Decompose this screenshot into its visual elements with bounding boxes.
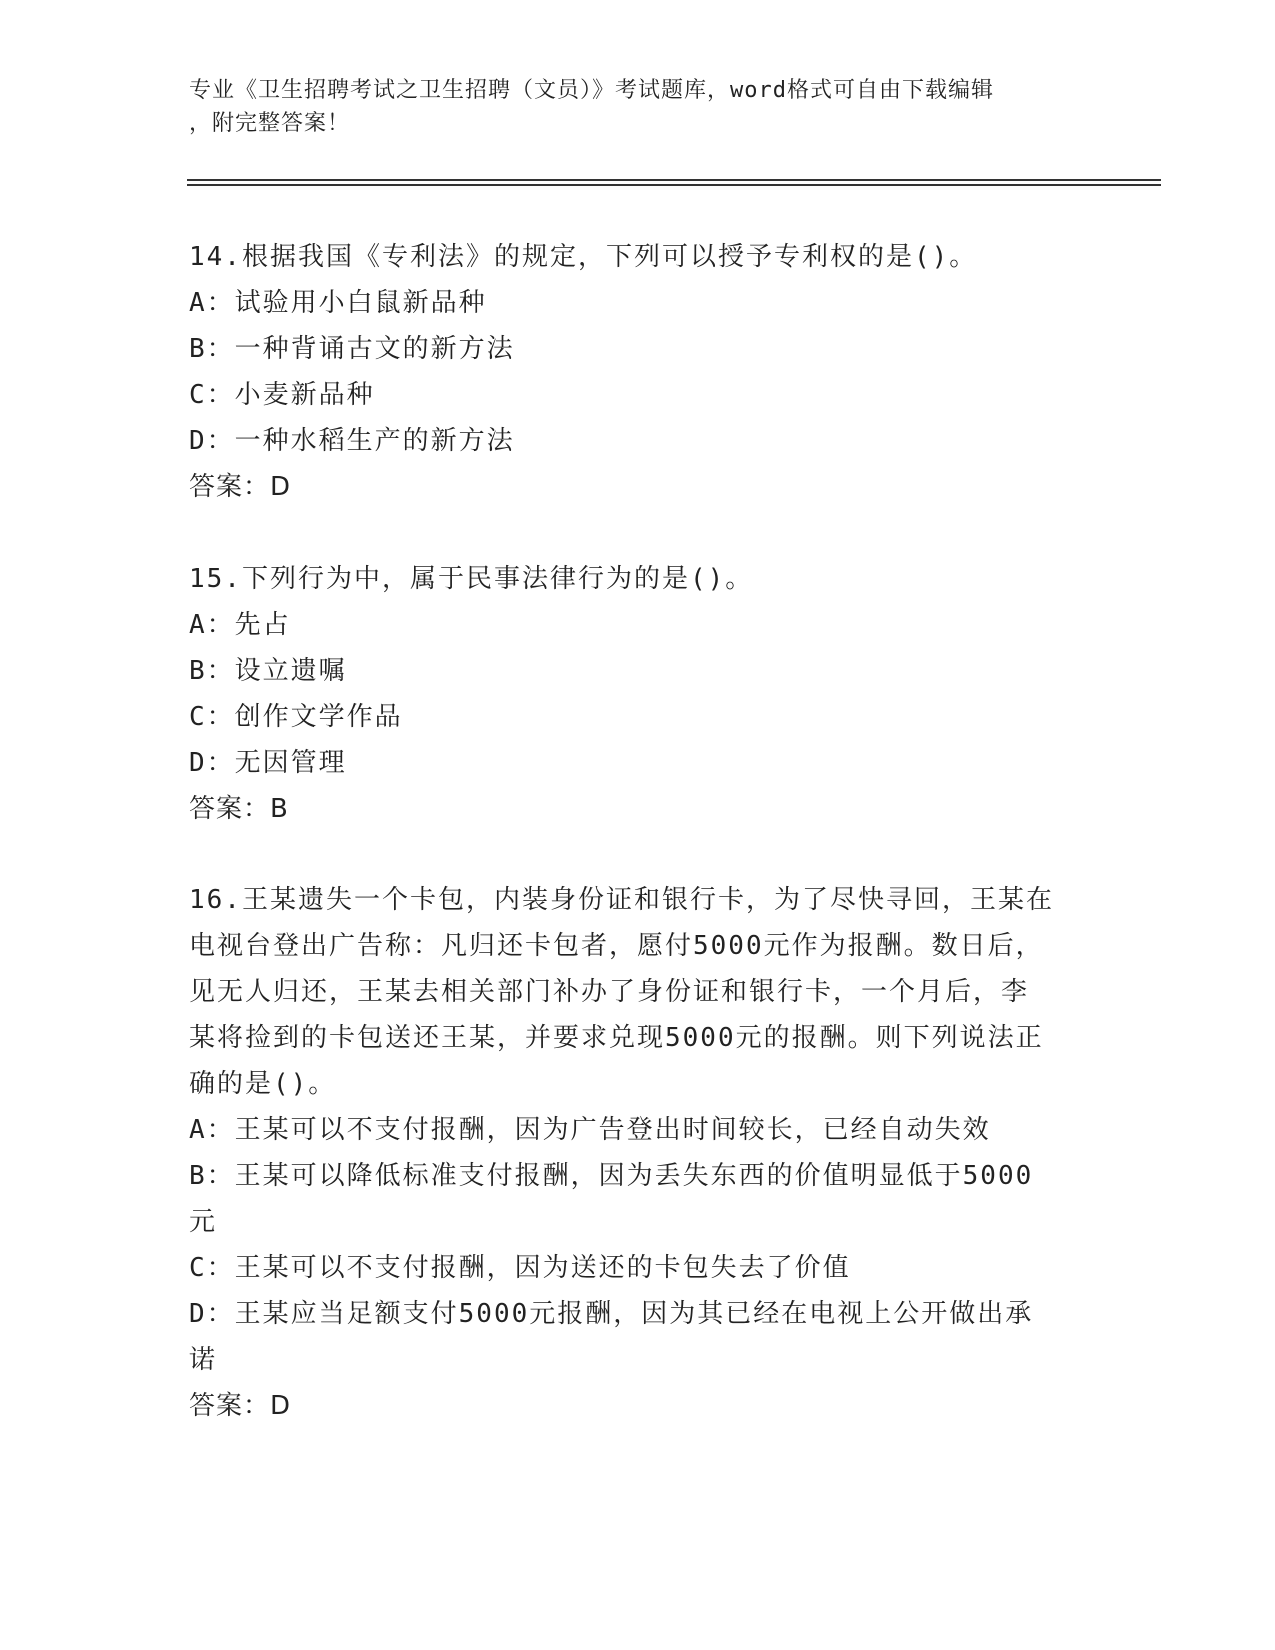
header-line-1: 专业《卫生招聘考试之卫生招聘（文员）》考试题库，word格式可自由下载编辑 [189, 78, 994, 103]
question-stem-line: 某将捡到的卡包送还王某，并要求兑现5000元的报酬。则下列说法正 [189, 1023, 1044, 1053]
option-c: C：王某可以不支付报酬，因为送还的卡包失去了价值 [189, 1253, 851, 1283]
option-d: D：一种水稻生产的新方法 [189, 426, 515, 456]
option-a: A：先占 [189, 610, 291, 640]
option-d: D：无因管理 [189, 748, 347, 778]
answer-line: 答案：B [189, 794, 289, 824]
question-14 [189, 234, 1089, 510]
option-b: B：设立遗嘱 [189, 656, 347, 686]
question-stem-line: 14.根据我国《专利法》的规定，下列可以授予专利权的是()。 [189, 242, 978, 272]
header-divider-bottom [187, 184, 1161, 186]
question-stem-line: 电视台登出广告称：凡归还卡包者，愿付5000元作为报酬。数日后， [189, 931, 1044, 961]
option-d: D：王某应当足额支付5000元报酬，因为其已经在电视上公开做出承 [189, 1299, 1034, 1329]
option-b-continued: 元 [189, 1207, 218, 1237]
option-d-continued: 诺 [189, 1345, 218, 1375]
question-stem-line: 确的是()。 [189, 1069, 337, 1099]
header-line-2: ，附完整答案！ [189, 111, 351, 136]
question-stem-line: 16.王某遗失一个卡包，内装身份证和银行卡，为了尽快寻回，王某在 [189, 885, 1054, 915]
header-divider-top [187, 179, 1161, 181]
option-c: C：创作文学作品 [189, 702, 403, 732]
option-a: A：试验用小白鼠新品种 [189, 288, 487, 318]
option-b: B：一种背诵古文的新方法 [189, 334, 515, 364]
option-a: A：王某可以不支付报酬，因为广告登出时间较长，已经自动失效 [189, 1115, 991, 1145]
question-stem-line: 15.下列行为中，属于民事法律行为的是()。 [189, 564, 754, 594]
document-header [189, 74, 1089, 140]
question-16 [189, 877, 1089, 1429]
option-c: C：小麦新品种 [189, 380, 375, 410]
question-15 [189, 556, 1089, 832]
option-b: B：王某可以降低标准支付报酬，因为丢失东西的价值明显低于5000 [189, 1161, 1034, 1191]
answer-line: 答案：D [189, 1391, 292, 1421]
answer-line: 答案：D [189, 472, 292, 502]
question-stem-line: 见无人归还，王某去相关部门补办了身份证和银行卡，一个月后，李 [189, 977, 1030, 1007]
